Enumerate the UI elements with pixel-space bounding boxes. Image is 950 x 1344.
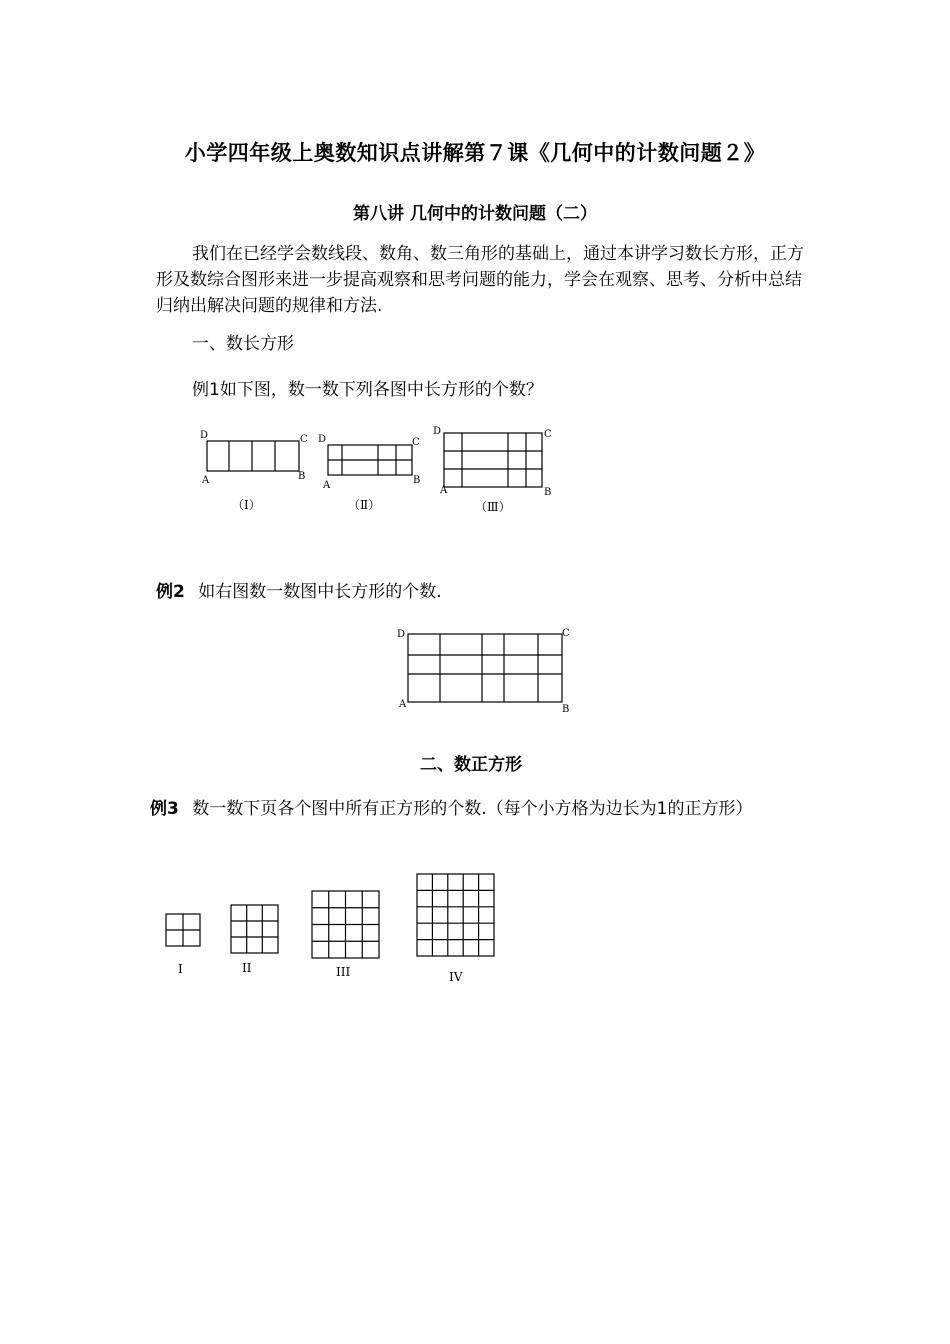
example3-label: 例3 xyxy=(150,799,179,819)
figure-1 xyxy=(207,441,299,471)
fig3-label-b: B xyxy=(544,487,552,498)
fig3-label-c: C xyxy=(544,429,552,440)
example3-paragraph xyxy=(150,797,790,821)
square-grid-2 xyxy=(231,905,278,953)
fig1-label-a: A xyxy=(202,475,210,486)
section-heading-squares: 二、数正方形 xyxy=(420,755,522,775)
fig3-caption: （Ⅲ） xyxy=(475,500,511,514)
fig2-label-a: A xyxy=(323,480,331,491)
fig2-label-b: B xyxy=(413,475,421,486)
intro-paragraph: 我们在已经学会数线段、数角、数三角形的基础上，通过本讲学习数长方形，正方形及数综合图形来进一步提高观察和思考问题的能力，学会在观察、思考、分析中总结归纳出解决问题的规律和方法. xyxy=(156,244,804,316)
example2-figure xyxy=(396,622,576,717)
figure-3 xyxy=(444,433,542,487)
ex2-label-b: B xyxy=(562,704,570,715)
example1-figures xyxy=(190,420,580,520)
ex2-label-c: C xyxy=(562,628,570,639)
example2-text: 如右图数一数图中长方形的个数. xyxy=(198,582,442,602)
fig1-label-d: D xyxy=(200,430,209,441)
fig2-label-d: D xyxy=(318,434,327,445)
fig2-label-c: C xyxy=(412,437,420,448)
fig1-label-c: C xyxy=(300,434,308,445)
example1-text: 例1如下图，数一数下列各图中长方形的个数？ xyxy=(192,380,543,400)
grid1-caption: I xyxy=(178,962,183,976)
example2-grid xyxy=(408,634,562,702)
section-heading-rectangles: 一、数长方形 xyxy=(192,334,294,354)
fig3-label-a: A xyxy=(440,485,448,496)
fig1-caption: （Ⅰ） xyxy=(232,498,261,512)
fig2-caption: （Ⅱ） xyxy=(348,498,381,512)
square-grid-4 xyxy=(417,874,494,956)
ex2-label-a: A xyxy=(399,699,407,710)
grid3-caption: III xyxy=(336,965,351,979)
ex2-label-d: D xyxy=(397,629,406,640)
example2-label: 例2 xyxy=(156,582,185,602)
grid4-caption: IV xyxy=(449,970,463,984)
square-grid-3 xyxy=(312,891,379,958)
example3-text: 数一数下页各个图中所有正方形的个数.（每个小方格为边长为1的正方形） xyxy=(192,799,753,819)
document-title: 小学四年级上奥数知识点讲解第７课《几何中的计数问题２》 xyxy=(184,141,766,165)
example3-figures xyxy=(160,868,505,988)
grid2-caption: II xyxy=(242,961,252,975)
example2-line xyxy=(156,577,442,602)
square-grid-1 xyxy=(166,914,200,946)
fig3-label-d: D xyxy=(433,426,442,437)
fig1-label-b: B xyxy=(298,471,306,482)
lecture-title: 第八讲 几何中的计数问题（二） xyxy=(353,204,597,224)
figure-2 xyxy=(328,445,412,475)
